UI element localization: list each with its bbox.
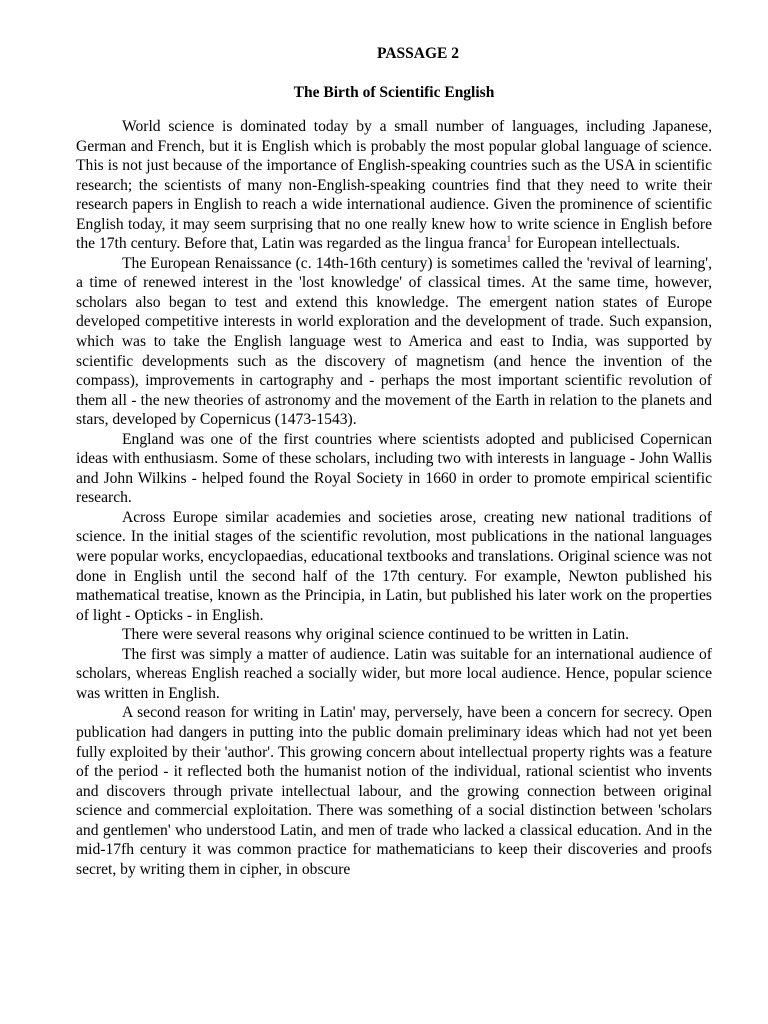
paragraph-1: [76, 117, 712, 254]
footnote-marker: 1: [506, 234, 512, 245]
passage-title: The Birth of Scientific English: [293, 84, 495, 101]
paragraph-3: England was one of the first countries where scientists adopted and publicised Copernican ideas with enthusiasm. Some of these scholars, including two with interests in language - John Wallis and John Wilkins - helped found the Royal Society in 1660 in order to promote empirical scientific research.: [76, 430, 712, 507]
paragraph-6: The first was simply a matter of audience. Latin was suitable for an international audience of scholars, whereas English reached a socially wider, but more local audience. Hence, popular science was written in English.: [76, 645, 712, 702]
paragraph-4: Across Europe similar academies and societies arose, creating new national traditions of science. In the initial stages of the scientific revolution, most publications in the national languages were popular works, encyclopaedias, educational textbooks and translations. Original science was not done in English until the second half of the 17th century. For example, Newton published his mathematical treatise, known as the Principia, in Latin, but published his later work on the properties of light - Opticks - in English.: [76, 508, 712, 624]
paragraph-5: There were several reasons why original science continued to be written in Latin.: [122, 626, 630, 644]
paragraph-2: The European Renaissance (c. 14th-16th century) is sometimes called the 'revival of learning', a time of renewed interest in the 'lost knowledge' of classical times. At the same time, however, scholars also began to test and extend this knowledge. The emergent nation states of Europe developed competitive interests in world exploration and the development of trade. Such expansion, which was to take the English language west to America and east to India, was supported by scientific developments such as the discovery of magnetism (and hence the invention of the compass), improvements in cartography and - perhaps the most important scientific revolution of them all - the new theories of astronomy and the movement of the Earth in relation to the planets and stars, developed by Copernicus (1473-1543).: [76, 254, 712, 429]
passage-label: PASSAGE 2: [377, 45, 459, 62]
paragraph-1-text: World science is dominated today by a small number of languages, including Japanese, German and French, but it is English which is probably the most popular global language of science. This is not just because of the importance of English-speaking countries such as the USA in scientific research; the scientists of many non-English-speaking countries find that they need to write their research papers in English to reach a wide international audience. Given the prominence of scientific English today, it may seem surprising that no one really knew how to write science in English before the 17th century. Before that, Latin was regarded as the lingua franca: [76, 118, 712, 253]
paragraph-1-text-end: for European intellectuals.: [511, 235, 681, 253]
document-page: [76, 44, 712, 879]
paragraph-7: A second reason for writing in Latin' may, perversely, have been a concern for secrecy. Open publication had dangers in putting into the public domain preliminary ideas which had not yet been fully exploited by their 'author'. This growing concern about intellectual property rights was a feature of the period - it reflected both the humanist notion of the individual, rational scientist who invents and discovers through private intellectual labour, and the growing connection between original science and commercial exploitation. There was something of a social distinction between 'scholars and gentlemen' who understood Latin, and men of trade who lacked a classical education. And in the mid-17fh century it was common practice for mathematicians to keep their discoveries and proofs secret, by writing them in cipher, in obscure: [76, 704, 712, 878]
